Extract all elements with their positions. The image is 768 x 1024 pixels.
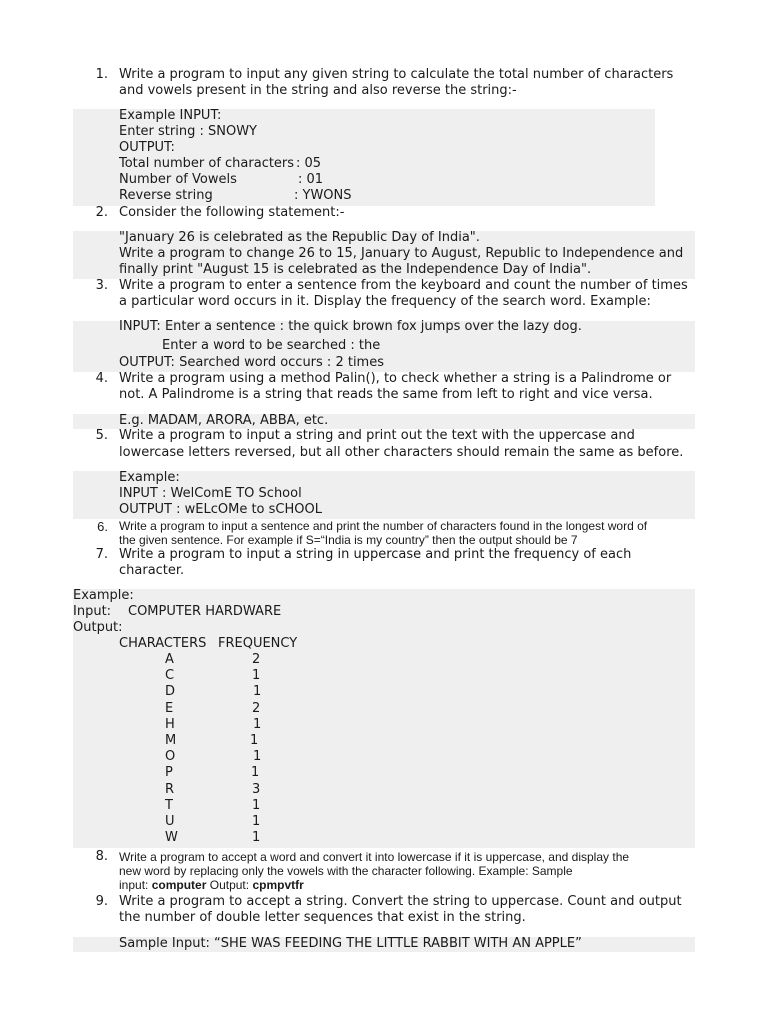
q7-output-label: Output: (73, 620, 123, 635)
frequency-count: 2 (252, 652, 261, 667)
q2-text-line: Consider the following statement:- (119, 205, 345, 220)
q5-block-line: OUTPUT : wELcOMe to sCHOOL (119, 502, 322, 517)
q8-text-line: Write a program to accept a word and convert it into lowercase if it is uppercase, and display the (119, 850, 630, 864)
frequency-count: 3 (252, 782, 261, 797)
frequency-count: 1 (253, 684, 262, 699)
frequency-char: U (165, 814, 175, 829)
q1-number: 1. (95, 67, 108, 82)
q5-text-line: Write a program to input a string and print out the text with the uppercase and (119, 428, 635, 443)
q8-number: 8. (95, 849, 108, 864)
frequency-count: 1 (252, 830, 261, 845)
frequency-count: 1 (253, 717, 262, 732)
q8-output-word: cpmpvtfr (252, 878, 304, 892)
q8-output-label: Output: (209, 878, 250, 892)
q5-block-line: INPUT : WelComE TO School (119, 486, 302, 501)
q6-text-line: the given sentence. For example if S=“India is my country” then the output should be 7 (119, 533, 578, 547)
frequency-count: 1 (251, 765, 260, 780)
frequency-char: H (165, 717, 175, 732)
frequency-count: 2 (252, 701, 261, 716)
frequency-char: T (165, 798, 173, 813)
q1-example-enter: Enter string : SNOWY (119, 124, 257, 139)
q1-reverse-value: : YWONS (294, 188, 352, 203)
q7-input-value: COMPUTER HARDWARE (128, 604, 282, 619)
q7-text-line: character. (119, 563, 185, 578)
q7-number: 7. (95, 547, 108, 562)
q1-reverse-label: Reverse string (119, 188, 213, 203)
q7-col-freq: FREQUENCY (218, 636, 298, 651)
q3-text-line: a particular word occurs in it. Display the frequency of the search word. Example: (119, 294, 651, 309)
q3-block-line: INPUT: Enter a sentence : the quick brown fox jumps over the lazy dog. (119, 319, 582, 334)
q2-block-line: Write a program to change 26 to 15, January to August, Republic to Independence and (119, 246, 684, 261)
q9-block-line: Sample Input: “SHE WAS FEEDING THE LITTLE RABBIT WITH AN APPLE” (119, 936, 582, 951)
q1-vowels-label: Number of Vowels (119, 172, 237, 187)
q1-total-value: : 05 (296, 156, 322, 171)
q8-input-word: computer (151, 878, 207, 892)
q9-text-line: the number of double letter sequences that exist in the string. (119, 910, 526, 925)
q9-text-line: Write a program to accept a string. Convert the string to uppercase. Count and output (119, 894, 682, 909)
q9-number: 9. (95, 894, 108, 909)
q2-block-line: "January 26 is celebrated as the Republic Day of India". (119, 230, 480, 245)
q8-text-line-3 (119, 878, 304, 893)
q1-text-line: Write a program to input any given string to calculate the total number of characters (119, 67, 674, 82)
q7-input-label: Input: (73, 604, 112, 619)
frequency-char: D (165, 684, 176, 699)
frequency-char: W (165, 830, 178, 845)
frequency-count: 1 (250, 733, 259, 748)
q1-total-label: Total number of characters (119, 156, 295, 171)
q5-number: 5. (95, 428, 108, 443)
frequency-char: M (165, 733, 177, 748)
frequency-char: C (165, 668, 175, 683)
frequency-count: 1 (253, 749, 262, 764)
frequency-char: R (165, 782, 175, 797)
q7-text-line: Write a program to input a string in uppercase and print the frequency of each (119, 547, 632, 562)
q2-block-line: finally print "August 15 is celebrated as the Independence Day of India". (119, 262, 592, 277)
frequency-char: O (165, 749, 176, 764)
frequency-char: A (165, 652, 174, 667)
q6-text-line: Write a program to input a sentence and print the number of characters found in the longest word of (119, 519, 648, 533)
q8-text-line: new word by replacing only the vowels with the character following. Example: Sample (119, 864, 573, 878)
frequency-count: 1 (252, 668, 261, 683)
q3-block-line: Enter a word to be searched : the (162, 338, 381, 353)
q3-number: 3. (95, 278, 108, 293)
q7-col-chars: CHARACTERS (119, 636, 207, 651)
q4-text-line: not. A Palindrome is a string that reads the same from left to right and vice versa. (119, 387, 653, 402)
frequency-char: E (165, 701, 174, 716)
q8-input-label: input: (119, 878, 149, 892)
q2-number: 2. (95, 205, 108, 220)
frequency-count: 1 (252, 814, 261, 829)
q1-vowels-value: : 01 (298, 172, 324, 187)
q1-example-heading: Example INPUT: (119, 108, 222, 123)
q5-block-line: Example: (119, 470, 180, 485)
q4-number: 4. (95, 371, 108, 386)
q3-text-line: Write a program to enter a sentence from the keyboard and count the number of times (119, 278, 688, 293)
q5-text-line: lowercase letters reversed, but all other characters should remain the same as before. (119, 445, 684, 460)
q4-block-line: E.g. MADAM, ARORA, ABBA, etc. (119, 413, 329, 428)
q1-example-output: OUTPUT: (119, 140, 175, 155)
q3-block-line: OUTPUT: Searched word occurs : 2 times (119, 355, 384, 370)
q1-text-line: and vowels present in the string and also reverse the string:- (119, 83, 517, 98)
frequency-char: P (165, 765, 173, 780)
q6-number: 6. (97, 519, 108, 534)
q7-example-label: Example: (73, 588, 134, 603)
frequency-count: 1 (252, 798, 261, 813)
q4-text-line: Write a program using a method Palin(), to check whether a string is a Palindrome or (119, 371, 672, 386)
